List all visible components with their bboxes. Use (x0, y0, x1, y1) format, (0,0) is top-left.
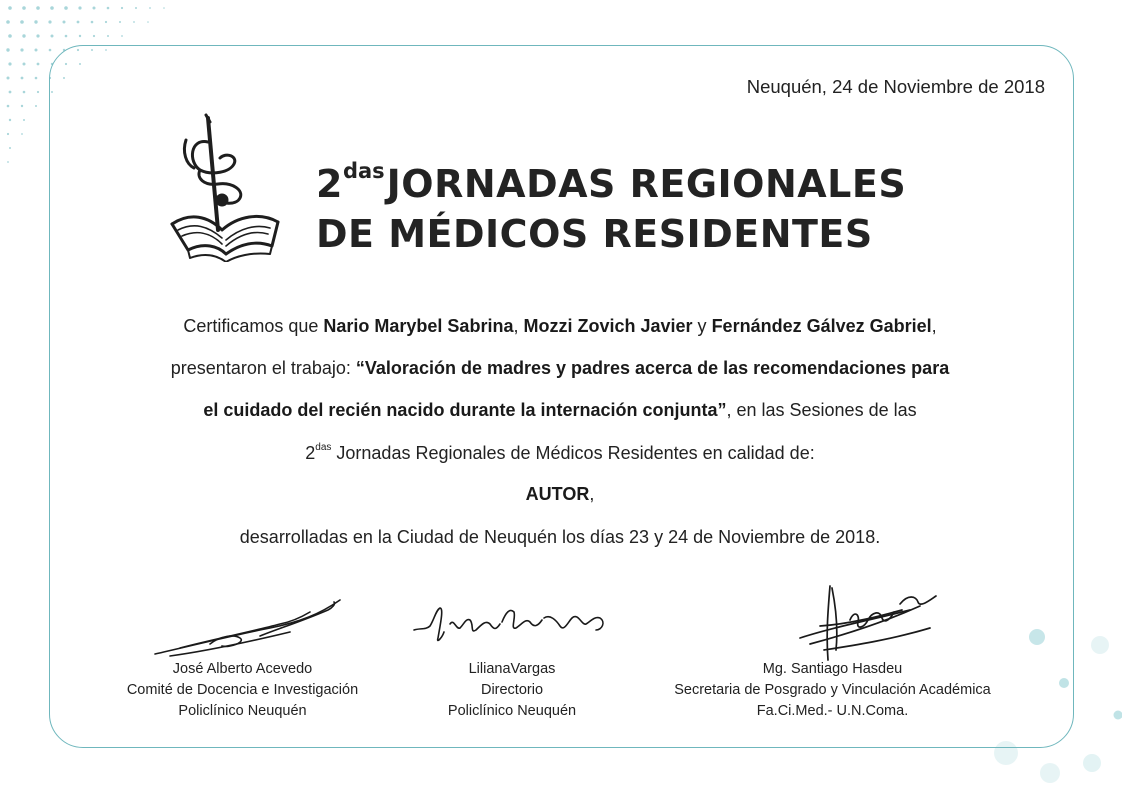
ordinal-number: 2 (316, 162, 343, 206)
certification-line-1 (60, 316, 1060, 337)
separator-1: , (513, 316, 524, 336)
certify-intro: Certificamos que (183, 316, 324, 336)
book-stethoscope-logo (160, 112, 290, 262)
author-name-3: Fernández Gálvez Gabriel (711, 316, 932, 336)
signatory-block-2 (412, 659, 612, 722)
presented-intro: presentaron el trabajo: (170, 358, 356, 378)
signatory-organization: Policlínico Neuquén (178, 703, 307, 719)
certification-role (60, 484, 1060, 505)
ordinal-number-body: 2 (305, 443, 316, 463)
signature-hasdeu (790, 580, 940, 670)
work-title-part-1: “Valoración de madres y padres acerca de las recomendaciones para (355, 358, 950, 378)
signatory-role: Directorio (480, 682, 544, 698)
event-name-body: Jornadas Regionales de Médicos Residentes en calidad de: (331, 443, 815, 463)
line-1-end: , (931, 316, 937, 336)
ordinal-suffix-body: das (315, 442, 332, 453)
signatory-role: Secretaria de Posgrado y Vinculación Académica (674, 682, 991, 698)
event-title-line-1 (316, 146, 906, 209)
signatory-block-3 (640, 659, 1025, 722)
title-line-1-text: JORNADAS REGIONALES (386, 162, 907, 206)
certification-line-4 (60, 442, 1060, 464)
signatory-block-1 (60, 659, 425, 722)
sessions-text: , en las Sesiones de las (726, 400, 917, 420)
signatory-organization: Policlínico Neuquén (447, 703, 577, 719)
event-title-line-2: DE MÉDICOS RESIDENTES (316, 212, 873, 256)
signatory-role: Comité de Docencia e Investigación (126, 682, 359, 698)
signature-vargas (410, 600, 620, 650)
signatory-name: LilianaVargas (468, 661, 556, 677)
certification-dates: desarrolladas en la Ciudad de Neuquén los días 23 y 24 de Noviembre de 2018. (239, 527, 881, 547)
author-name-1: Nario Marybel Sabrina (323, 316, 514, 336)
signatory-organization: Fa.Ci.Med.- U.N.Coma. (756, 703, 909, 719)
ordinal-suffix: das (342, 159, 385, 183)
separator-2: y (692, 316, 712, 336)
work-title-part-2: el cuidado del recién nacido durante la internación conjunta” (203, 400, 727, 420)
signatory-name: Mg. Santiago Hasdeu (762, 661, 903, 677)
event-title (316, 146, 906, 259)
certification-line-3 (60, 400, 1060, 421)
author-name-2: Mozzi Zovich Javier (523, 316, 693, 336)
certification-line-2 (60, 358, 1060, 379)
signature-acevedo (150, 592, 350, 662)
role-end: , (589, 484, 595, 504)
signatory-name: José Alberto Acevedo (172, 661, 313, 677)
issue-date: Neuquén, 24 de Noviembre de 2018 (746, 76, 1045, 97)
role-label: AUTOR (525, 484, 590, 504)
